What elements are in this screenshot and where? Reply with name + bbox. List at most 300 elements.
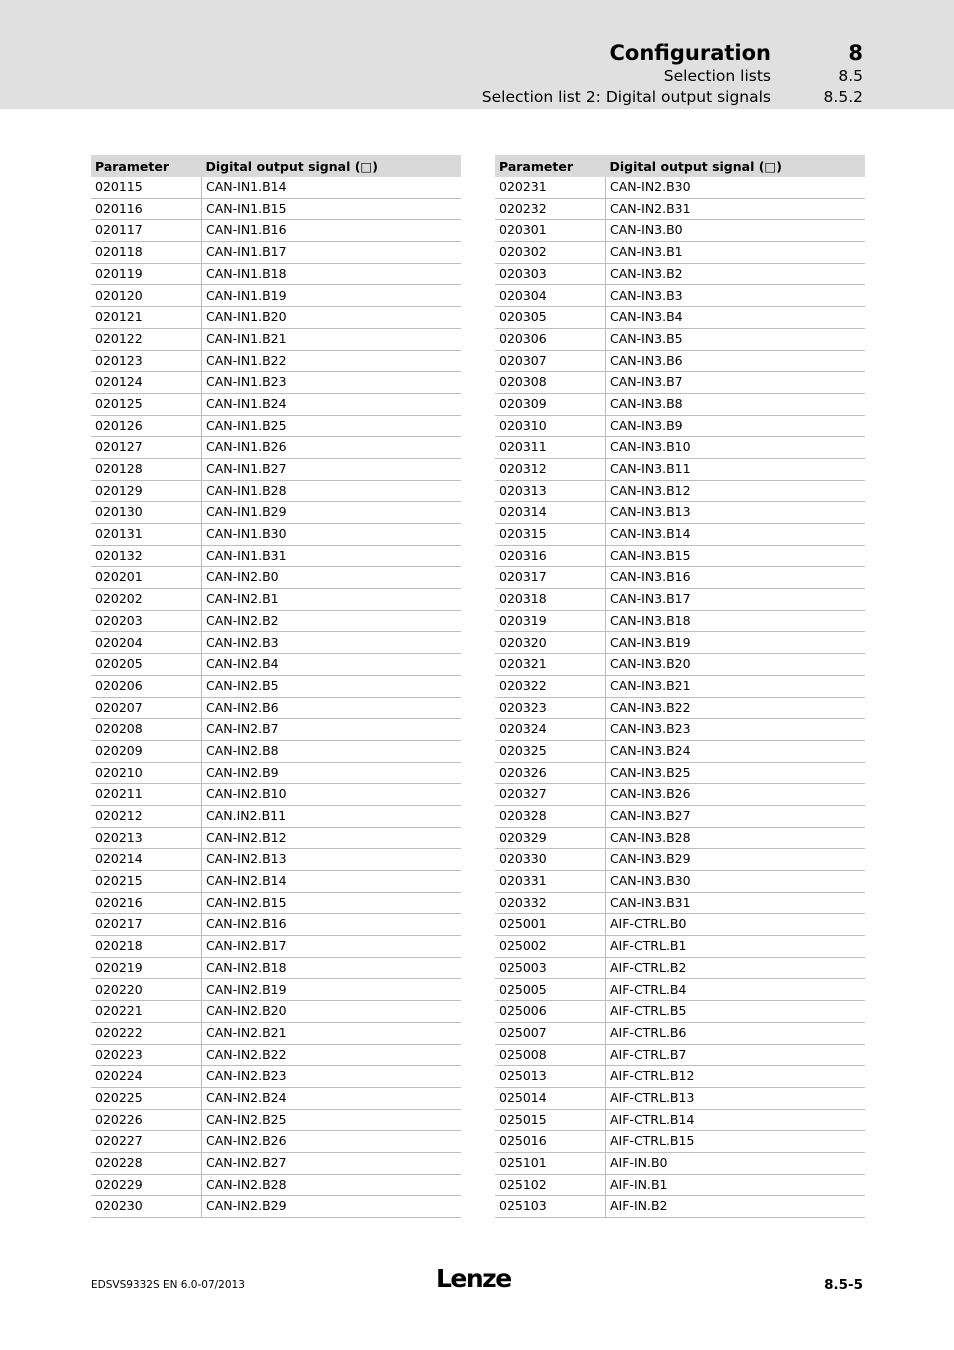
signal-cell: CAN-IN1.B29 (202, 502, 462, 524)
table-row (91, 1131, 461, 1153)
signal-cell: CAN-IN3.B24 (606, 740, 866, 762)
table-row (91, 827, 461, 849)
table-row (495, 979, 865, 1001)
parameter-cell: 020121 (91, 307, 202, 329)
table-row (495, 654, 865, 676)
parameter-cell: 020324 (495, 719, 606, 741)
parameter-cell: 020318 (495, 589, 606, 611)
parameter-cell: 025005 (495, 979, 606, 1001)
table-row (495, 827, 865, 849)
table-row (91, 545, 461, 567)
table-row (495, 1174, 865, 1196)
table-row (91, 1087, 461, 1109)
signal-cell: CAN-IN3.B14 (606, 524, 866, 546)
signal-cell: CAN-IN3.B6 (606, 350, 866, 372)
parameter-cell: 020216 (91, 892, 202, 914)
section-title: Selection lists (663, 67, 771, 85)
signal-cell: CAN-IN3.B18 (606, 610, 866, 632)
table-row (91, 1174, 461, 1196)
parameter-cell: 020119 (91, 263, 202, 285)
signal-cell: CAN-IN2.B1 (202, 589, 462, 611)
parameter-cell: 020125 (91, 393, 202, 415)
signal-cell: CAN-IN2.B26 (202, 1131, 462, 1153)
parameter-cell: 020310 (495, 415, 606, 437)
table-header-row (495, 155, 865, 177)
signal-cell: CAN-IN3.B16 (606, 567, 866, 589)
parameter-cell: 020224 (91, 1066, 202, 1088)
table-row (495, 1131, 865, 1153)
table-row (495, 198, 865, 220)
table-row (91, 762, 461, 784)
table-row (91, 393, 461, 415)
signal-cell: AIF-CTRL.B7 (606, 1044, 866, 1066)
parameter-cell: 020322 (495, 675, 606, 697)
parameter-cell: 020128 (91, 458, 202, 480)
signal-cell: CAN-IN3.B11 (606, 458, 866, 480)
signal-cell: CAN-IN2.B10 (202, 784, 462, 806)
parameter-cell: 020305 (495, 307, 606, 329)
table-row (495, 1087, 865, 1109)
section-number: 8.5 (838, 67, 863, 85)
parameter-cell: 020228 (91, 1152, 202, 1174)
signal-cell: CAN-IN3.B5 (606, 328, 866, 350)
table-row (91, 1044, 461, 1066)
parameter-cell: 025013 (495, 1066, 606, 1088)
parameter-cell: 025006 (495, 1001, 606, 1023)
table-row (91, 198, 461, 220)
table-row (495, 914, 865, 936)
parameter-cell: 020308 (495, 372, 606, 394)
signal-cell: CAN-IN1.B16 (202, 220, 462, 242)
parameter-cell: 020330 (495, 849, 606, 871)
subsection-title: Selection list 2: Digital output signals (481, 88, 771, 106)
parameter-cell: 020327 (495, 784, 606, 806)
signal-cell: AIF-IN.B1 (606, 1174, 866, 1196)
table-row (91, 697, 461, 719)
parameter-cell: 020229 (91, 1174, 202, 1196)
table-row (91, 654, 461, 676)
table-row (91, 524, 461, 546)
table-row (91, 1066, 461, 1088)
parameter-cell: 020116 (91, 198, 202, 220)
table-row (91, 805, 461, 827)
signal-cell: CAN.IN2.B11 (202, 805, 462, 827)
table-row (495, 437, 865, 459)
table-row (495, 502, 865, 524)
signal-cell: AIF-CTRL.B0 (606, 914, 866, 936)
parameter-cell: 020219 (91, 957, 202, 979)
table-row (91, 979, 461, 1001)
parameter-cell: 020215 (91, 871, 202, 893)
parameter-cell: 020301 (495, 220, 606, 242)
table-row (495, 263, 865, 285)
parameter-cell: 020313 (495, 480, 606, 502)
parameter-cell: 020320 (495, 632, 606, 654)
table-row (91, 936, 461, 958)
table-row (495, 458, 865, 480)
signal-cell: CAN-IN3.B19 (606, 632, 866, 654)
signal-cell: CAN-IN3.B30 (606, 871, 866, 893)
signal-cell: CAN-IN2.B12 (202, 827, 462, 849)
signal-cell: CAN-IN1.B25 (202, 415, 462, 437)
parameter-cell: 020205 (91, 654, 202, 676)
signal-cell: CAN-IN2.B3 (202, 632, 462, 654)
table-row (91, 740, 461, 762)
signal-table-right (495, 155, 865, 1218)
parameter-cell: 020209 (91, 740, 202, 762)
signal-cell: CAN-IN2.B21 (202, 1022, 462, 1044)
signal-cell: CAN-IN3.B12 (606, 480, 866, 502)
table-row (91, 957, 461, 979)
table-header-row (91, 155, 461, 177)
table-row (495, 393, 865, 415)
table-row (91, 437, 461, 459)
parameter-cell: 020212 (91, 805, 202, 827)
signal-cell: CAN-IN1.B17 (202, 242, 462, 264)
table-row (91, 1001, 461, 1023)
signal-cell: CAN-IN3.B9 (606, 415, 866, 437)
parameter-cell: 025103 (495, 1196, 606, 1218)
parameter-cell: 020127 (91, 437, 202, 459)
signal-cell: CAN-IN2.B14 (202, 871, 462, 893)
signal-cell: CAN-IN2.B29 (202, 1196, 462, 1218)
table-row (91, 871, 461, 893)
signal-cell: CAN-IN3.B23 (606, 719, 866, 741)
signal-cell: CAN-IN1.B24 (202, 393, 462, 415)
table-row (495, 328, 865, 350)
parameter-cell: 020231 (495, 177, 606, 198)
parameter-cell: 020314 (495, 502, 606, 524)
signal-cell: CAN-IN2.B17 (202, 936, 462, 958)
table-row (495, 610, 865, 632)
signal-cell: CAN-IN3.B25 (606, 762, 866, 784)
parameter-cell: 020306 (495, 328, 606, 350)
table-row (495, 220, 865, 242)
signal-cell: CAN-IN2.B20 (202, 1001, 462, 1023)
signal-cell: CAN-IN2.B28 (202, 1174, 462, 1196)
signal-cell: AIF-CTRL.B4 (606, 979, 866, 1001)
table-row (495, 632, 865, 654)
signal-cell: CAN-IN1.B27 (202, 458, 462, 480)
parameter-cell: 020225 (91, 1087, 202, 1109)
signal-cell: CAN-IN2.B24 (202, 1087, 462, 1109)
signal-cell: CAN-IN2.B30 (606, 177, 866, 198)
parameter-cell: 020319 (495, 610, 606, 632)
document-id: EDSVS9332S EN 6.0-07/2013 (91, 1279, 245, 1291)
signal-cell: CAN-IN3.B13 (606, 502, 866, 524)
parameter-cell: 020303 (495, 263, 606, 285)
parameter-cell: 020221 (91, 1001, 202, 1023)
parameter-cell: 020122 (91, 328, 202, 350)
parameter-cell: 025001 (495, 914, 606, 936)
parameter-cell: 020217 (91, 914, 202, 936)
signal-cell: CAN-IN3.B7 (606, 372, 866, 394)
chapter-number: 8 (848, 41, 863, 65)
parameter-cell: 020332 (495, 892, 606, 914)
table-row (495, 177, 865, 198)
signal-cell: CAN-IN1.B28 (202, 480, 462, 502)
table-row (91, 480, 461, 502)
signal-cell: AIF-CTRL.B13 (606, 1087, 866, 1109)
table-row (495, 524, 865, 546)
signal-cell: CAN-IN3.B0 (606, 220, 866, 242)
table-row (495, 892, 865, 914)
table-row (495, 589, 865, 611)
parameter-cell: 020328 (495, 805, 606, 827)
parameter-cell: 020213 (91, 827, 202, 849)
parameter-cell: 025014 (495, 1087, 606, 1109)
table-row (91, 220, 461, 242)
parameter-cell: 020207 (91, 697, 202, 719)
parameter-cell: 025008 (495, 1044, 606, 1066)
parameter-cell: 020232 (495, 198, 606, 220)
table-row (91, 285, 461, 307)
table-row (495, 285, 865, 307)
parameter-cell: 020132 (91, 545, 202, 567)
table-row (91, 589, 461, 611)
parameter-cell: 020227 (91, 1131, 202, 1153)
subsection-heading (482, 88, 863, 106)
parameter-cell: 020204 (91, 632, 202, 654)
parameter-cell: 020210 (91, 762, 202, 784)
signal-cell: CAN-IN3.B31 (606, 892, 866, 914)
signal-cell: AIF-CTRL.B1 (606, 936, 866, 958)
signal-cell: CAN-IN1.B18 (202, 263, 462, 285)
parameter-cell: 020202 (91, 589, 202, 611)
parameter-cell: 020222 (91, 1022, 202, 1044)
table-row (495, 1044, 865, 1066)
table-row (91, 458, 461, 480)
signal-cell: CAN-IN1.B31 (202, 545, 462, 567)
signal-cell: CAN-IN1.B21 (202, 328, 462, 350)
parameter-cell: 020230 (91, 1196, 202, 1218)
parameter-cell: 020302 (495, 242, 606, 264)
parameter-cell: 020309 (495, 393, 606, 415)
signal-cell: CAN-IN2.B9 (202, 762, 462, 784)
table-row (495, 1109, 865, 1131)
table-row (91, 372, 461, 394)
signal-cell: CAN-IN3.B22 (606, 697, 866, 719)
signal-cell: AIF-CTRL.B5 (606, 1001, 866, 1023)
table-row (91, 892, 461, 914)
signal-cell: CAN-IN3.B28 (606, 827, 866, 849)
table-row (91, 719, 461, 741)
table-row (495, 957, 865, 979)
table-row (495, 350, 865, 372)
parameter-cell: 020115 (91, 177, 202, 198)
table-row (495, 1152, 865, 1174)
signal-cell: CAN-IN2.B4 (202, 654, 462, 676)
signal-cell: CAN-IN2.B8 (202, 740, 462, 762)
signal-cell: CAN-IN1.B15 (202, 198, 462, 220)
table-row (495, 784, 865, 806)
signal-cell: CAN-IN3.B10 (606, 437, 866, 459)
parameter-cell: 020117 (91, 220, 202, 242)
signal-cell: CAN-IN3.B15 (606, 545, 866, 567)
table-row (495, 545, 865, 567)
table-row (495, 567, 865, 589)
chapter-title: Configuration (609, 41, 771, 65)
table-row (91, 784, 461, 806)
table-row (91, 675, 461, 697)
signal-cell: CAN-IN2.B0 (202, 567, 462, 589)
lenze-logo: Lenze (436, 1264, 511, 1293)
signal-cell: CAN-IN2.B6 (202, 697, 462, 719)
table-row (91, 1152, 461, 1174)
table-row (91, 1196, 461, 1218)
parameter-cell: 020130 (91, 502, 202, 524)
parameter-cell: 020311 (495, 437, 606, 459)
parameter-cell: 020206 (91, 675, 202, 697)
signal-cell: CAN-IN2.B7 (202, 719, 462, 741)
signal-cell: CAN-IN3.B2 (606, 263, 866, 285)
signal-cell: CAN-IN3.B3 (606, 285, 866, 307)
signal-cell: AIF-IN.B0 (606, 1152, 866, 1174)
table-row (91, 242, 461, 264)
signal-cell: AIF-CTRL.B2 (606, 957, 866, 979)
table-row (495, 719, 865, 741)
table-row (495, 675, 865, 697)
table-row (91, 567, 461, 589)
column-header-signal: Digital output signal (□) (606, 155, 866, 177)
table-row (91, 632, 461, 654)
parameter-cell: 020326 (495, 762, 606, 784)
parameter-cell: 020201 (91, 567, 202, 589)
table-row (91, 307, 461, 329)
table-row (91, 914, 461, 936)
signal-cell: CAN-IN3.B8 (606, 393, 866, 415)
table-row (495, 762, 865, 784)
signal-cell: CAN-IN2.B2 (202, 610, 462, 632)
parameter-cell: 020329 (495, 827, 606, 849)
table-row (495, 372, 865, 394)
signal-cell: CAN-IN2.B23 (202, 1066, 462, 1088)
signal-cell: CAN-IN1.B22 (202, 350, 462, 372)
table-row (495, 805, 865, 827)
signal-cell: CAN-IN2.B22 (202, 1044, 462, 1066)
chapter-heading (610, 41, 863, 65)
parameter-cell: 020307 (495, 350, 606, 372)
parameter-cell: 025101 (495, 1152, 606, 1174)
parameter-cell: 020316 (495, 545, 606, 567)
signal-cell: CAN-IN3.B29 (606, 849, 866, 871)
parameter-cell: 020126 (91, 415, 202, 437)
parameter-cell: 020331 (495, 871, 606, 893)
page-number: 8.5-5 (824, 1277, 863, 1293)
parameter-cell: 020123 (91, 350, 202, 372)
column-header-parameter: Parameter (91, 155, 202, 177)
table-row (91, 263, 461, 285)
signal-cell: AIF-CTRL.B6 (606, 1022, 866, 1044)
signal-table-left (91, 155, 461, 1218)
table-row (495, 307, 865, 329)
parameter-cell: 025016 (495, 1131, 606, 1153)
parameter-cell: 020214 (91, 849, 202, 871)
signal-cell: AIF-IN.B2 (606, 1196, 866, 1218)
table-row (495, 871, 865, 893)
table-row (495, 1066, 865, 1088)
parameter-cell: 020226 (91, 1109, 202, 1131)
parameter-cell: 020129 (91, 480, 202, 502)
parameter-cell: 020131 (91, 524, 202, 546)
parameter-cell: 020223 (91, 1044, 202, 1066)
signal-cell: CAN-IN3.B1 (606, 242, 866, 264)
signal-cell: CAN-IN1.B30 (202, 524, 462, 546)
table-row (495, 242, 865, 264)
parameter-cell: 020220 (91, 979, 202, 1001)
parameter-cell: 020211 (91, 784, 202, 806)
parameter-cell: 020118 (91, 242, 202, 264)
table-row (91, 849, 461, 871)
signal-cell: CAN-IN1.B20 (202, 307, 462, 329)
section-heading (664, 67, 863, 85)
parameter-cell: 020218 (91, 936, 202, 958)
signal-cell: AIF-CTRL.B15 (606, 1131, 866, 1153)
table-row (91, 177, 461, 198)
parameter-cell: 025102 (495, 1174, 606, 1196)
signal-cell: CAN-IN2.B5 (202, 675, 462, 697)
table-row (495, 1022, 865, 1044)
parameter-cell: 020315 (495, 524, 606, 546)
page-header (0, 0, 954, 109)
parameter-cell: 025007 (495, 1022, 606, 1044)
signal-cell: CAN-IN2.B27 (202, 1152, 462, 1174)
parameter-cell: 020124 (91, 372, 202, 394)
parameter-cell: 020203 (91, 610, 202, 632)
parameter-cell: 020312 (495, 458, 606, 480)
table-row (495, 740, 865, 762)
signal-cell: AIF-CTRL.B12 (606, 1066, 866, 1088)
table-row (91, 1109, 461, 1131)
signal-cell: CAN-IN3.B17 (606, 589, 866, 611)
signal-cell: CAN-IN3.B4 (606, 307, 866, 329)
signal-cell: CAN-IN3.B21 (606, 675, 866, 697)
table-row (495, 415, 865, 437)
table-row (495, 1196, 865, 1218)
signal-cell: CAN-IN1.B19 (202, 285, 462, 307)
parameter-cell: 025002 (495, 936, 606, 958)
table-row (91, 350, 461, 372)
parameter-cell: 020120 (91, 285, 202, 307)
table-row (91, 1022, 461, 1044)
parameter-cell: 020325 (495, 740, 606, 762)
parameter-cell: 020323 (495, 697, 606, 719)
signal-cell: CAN-IN3.B26 (606, 784, 866, 806)
table-row (91, 415, 461, 437)
subsection-number: 8.5.2 (823, 88, 863, 106)
table-row (495, 1001, 865, 1023)
signal-cell: CAN-IN2.B31 (606, 198, 866, 220)
signal-cell: CAN-IN2.B25 (202, 1109, 462, 1131)
table-row (91, 328, 461, 350)
table-row (495, 849, 865, 871)
signal-cell: CAN-IN1.B23 (202, 372, 462, 394)
column-header-parameter: Parameter (495, 155, 606, 177)
parameter-cell: 020208 (91, 719, 202, 741)
parameter-cell: 025015 (495, 1109, 606, 1131)
signal-cell: CAN-IN2.B18 (202, 957, 462, 979)
signal-cell: CAN-IN2.B16 (202, 914, 462, 936)
signal-cell: CAN-IN3.B20 (606, 654, 866, 676)
signal-cell: CAN-IN3.B27 (606, 805, 866, 827)
parameter-cell: 025003 (495, 957, 606, 979)
column-header-signal: Digital output signal (□) (202, 155, 462, 177)
parameter-cell: 020317 (495, 567, 606, 589)
table-row (495, 697, 865, 719)
table-row (91, 502, 461, 524)
parameter-cell: 020321 (495, 654, 606, 676)
table-row (495, 480, 865, 502)
